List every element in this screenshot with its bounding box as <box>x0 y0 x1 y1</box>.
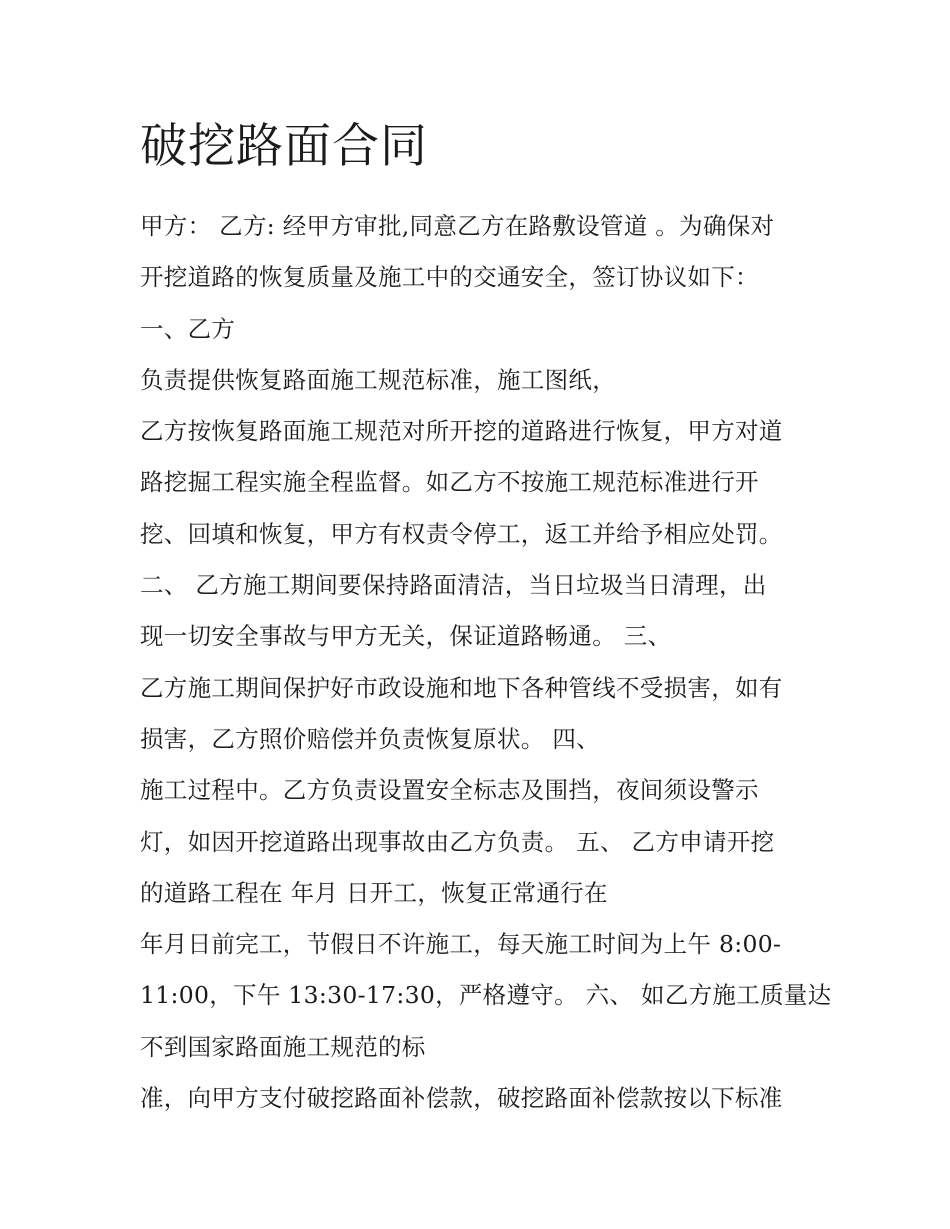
body-line: 损害，乙方照价赔偿并负责恢复原状。 四、 <box>140 724 600 753</box>
body-line: 路挖掘工程实施全程监督。如乙方不按施工规范标准进行开 <box>140 468 759 497</box>
body-line: 年月日前完工，节假日不许施工，每天施工时间为上午 8:00- <box>140 930 782 959</box>
body-line: 的道路工程在 年月 日开工，恢复正常通行在 <box>140 878 608 907</box>
document-body <box>140 201 830 1124</box>
body-line: 现一切安全事故与甲方无关，保证道路畅通。 三、 <box>140 622 672 651</box>
body-line: 甲方： 乙方: 经甲方审批,同意乙方在路敷设管道 。为确保对 <box>140 212 775 240</box>
body-line: 乙方按恢复路面施工规范对所开挖的道路进行恢复，甲方对道 <box>140 417 783 446</box>
body-line: 准，向甲方支付破挖路面补偿款，破挖路面补偿款按以下标准 <box>140 1084 783 1113</box>
document-title: 破挖路面合同 <box>140 119 428 174</box>
body-line: 灯，如因开挖道路出现事故由乙方负责。 五、 乙方申请开挖 <box>140 827 775 856</box>
body-line: 一、乙方 <box>140 314 236 343</box>
body-line: 开挖道路的恢复质量及施工中的交通安全，签订协议如下： <box>140 263 759 292</box>
body-line: 11:00，下午 13:30-17:30，严格遵守。 六、 如乙方施工质量达 <box>140 981 832 1010</box>
body-line: 不到国家路面施工规范的标 <box>140 1032 426 1061</box>
body-line: 施工过程中。乙方负责设置安全标志及围挡，夜间须设警示 <box>140 776 759 805</box>
body-line: 负责提供恢复路面施工规范标准，施工图纸， <box>140 365 616 394</box>
body-line: 挖、回填和恢复，甲方有权责令停工，返工并给予相应处罚。 <box>140 519 783 548</box>
body-line: 乙方施工期间保护好市政设施和地下各种管线不受损害，如有 <box>140 673 783 702</box>
body-line: 二、 乙方施工期间要保持路面清洁，当日垃圾当日清理，出 <box>140 571 767 600</box>
